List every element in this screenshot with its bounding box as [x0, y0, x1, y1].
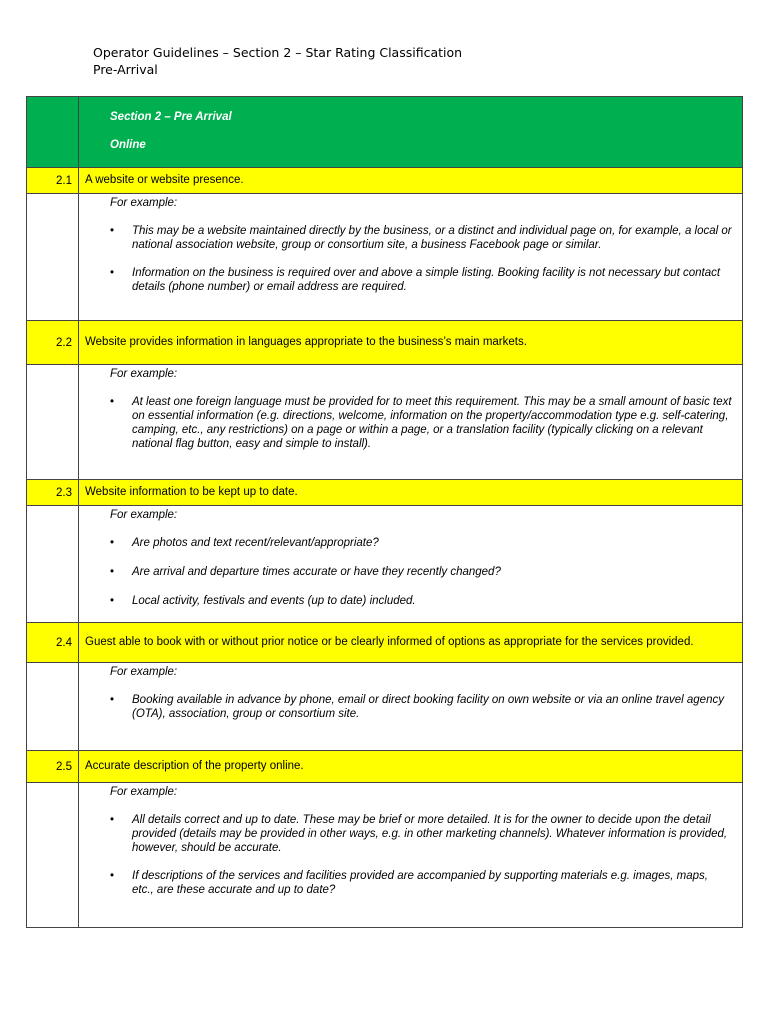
example-bullet: • Local activity, festivals and events (up to date) included. [110, 594, 732, 608]
example-list [110, 693, 732, 721]
for-example-label: For example: [110, 666, 178, 678]
example-cell [79, 663, 743, 751]
criterion-text: Website provides information in languages appropriate to the business’s main markets. [79, 321, 743, 365]
subsection-title: Online [110, 139, 146, 151]
example-cell [79, 365, 743, 480]
example-row [27, 365, 743, 480]
example-list [110, 395, 732, 451]
section-title: Section 2 – Pre Arrival [110, 111, 232, 123]
criterion-number: 2.2 [27, 321, 79, 365]
criterion-number: 2.3 [27, 480, 79, 506]
criterion-text: A website or website presence. [79, 168, 743, 194]
example-bullet: • Booking available in advance by phone, email or direct booking facility on own website or via an online travel agency (OTA), association, group or consortium site. [110, 693, 732, 721]
criterion-text: Guest able to book with or without prior notice or be clearly informed of options as appropriate for the services provided. [79, 623, 743, 663]
for-example-label: For example: [110, 786, 178, 798]
for-example-label: For example: [110, 509, 178, 521]
header-title-cell [79, 97, 743, 168]
example-row [27, 783, 743, 928]
header-subtitle: Pre-Arrival [93, 62, 158, 77]
criterion-row [27, 168, 743, 194]
example-bullet: • Are photos and text recent/relevant/appropriate? [110, 536, 732, 550]
example-cell [79, 783, 743, 928]
criterion-number: 2.4 [27, 623, 79, 663]
example-list [110, 536, 732, 608]
for-example-label: For example: [110, 368, 178, 380]
example-number-cell [27, 506, 79, 623]
example-number-cell [27, 194, 79, 321]
example-cell [79, 194, 743, 321]
example-cell [79, 506, 743, 623]
criterion-text: Website information to be kept up to date. [79, 480, 743, 506]
example-bullet: • At least one foreign language must be provided for to meet this requirement. This may be a small amount of basic text on essential information (e.g. directions, welcome, information on the property/accommodation type e.g. self-catering, camping, etc., any restrictions) on a page or within a page, or a translation facility (typically clicking on a relevant national flag button, easy and simple to install). [110, 395, 732, 451]
example-row [27, 663, 743, 751]
criterion-number: 2.1 [27, 168, 79, 194]
criterion-row [27, 623, 743, 663]
example-bullet: • Are arrival and departure times accurate or have they recently changed? [110, 565, 732, 579]
example-bullet: • If descriptions of the services and facilities provided are accompanied by supporting materials e.g. images, maps, etc., are these accurate and up to date? [110, 869, 732, 897]
criterion-row [27, 321, 743, 365]
example-bullet: • All details correct and up to date. These may be brief or more detailed. It is for the owner to decide upon the detail provided (details may be provided in other ways, e.g. in other marketing channels). Whatever information is provided, however, should be accurate. [110, 813, 732, 855]
section-header-row [27, 97, 743, 168]
criterion-row [27, 480, 743, 506]
criterion-text: Accurate description of the property online. [79, 751, 743, 783]
criterion-number: 2.5 [27, 751, 79, 783]
header-title: Operator Guidelines – Section 2 – Star Rating Classification [93, 45, 463, 60]
example-list [110, 224, 732, 294]
for-example-label: For example: [110, 197, 178, 209]
example-bullet: • Information on the business is required over and above a simple listing. Booking facility is not necessary but contact details (phone number) or email address are required. [110, 266, 732, 294]
example-number-cell [27, 663, 79, 751]
example-number-cell [27, 783, 79, 928]
example-bullet: • This may be a website maintained directly by the business, or a distinct and individual page on, for example, a local or national association website, group or consortium site, a business Facebook page or similar. [110, 224, 732, 252]
document-header [93, 44, 462, 78]
example-number-cell [27, 365, 79, 480]
example-row [27, 194, 743, 321]
example-list [110, 813, 732, 897]
example-row [27, 506, 743, 623]
guidelines-table [26, 96, 743, 928]
header-number-cell [27, 97, 79, 168]
criterion-row [27, 751, 743, 783]
